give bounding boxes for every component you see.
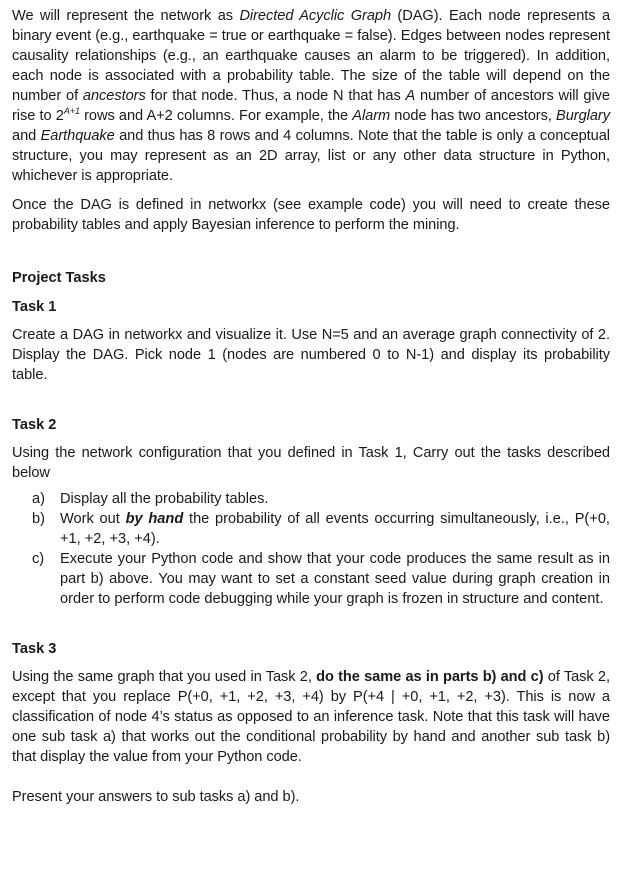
text-span: and thus has 8 rows and 4 columns. Note that the table is only a conceptual structure, you may represent as an 2D array, list or any other data structure in Python, whichever is appropriate. (12, 128, 610, 184)
list-item-text: Display all the probability tables. (60, 491, 269, 507)
document-page (12, 6, 610, 807)
text-span: (DAG). Each node represents a binary event (e.g., earthquake = true or earthquake = false). Edges between nodes represent causality relationships (e.g., an earthquake causes an alarm to be triggered). In addition, each node is associated with a probability table. The size of the table will depend on the number of (12, 8, 611, 104)
term-earthquake: Earthquake (40, 128, 115, 144)
emphasis-by-hand: by hand (125, 511, 184, 527)
text-span: Using the same graph that you used in Task 2, (12, 669, 317, 685)
exponent: A+1 (63, 106, 80, 117)
text-span: number of ancestors will give rise to 2 (12, 88, 610, 124)
list-marker: c) (32, 551, 45, 567)
text-span: for that node. Thus, a node N that has (145, 88, 406, 104)
task1-heading: Task 1 (12, 299, 57, 315)
term-ancestors: ancestors (82, 88, 146, 104)
list-item-text: the probability of all events occurring simultaneously, i.e., P(+0, +1, +2, +3, +4). (60, 511, 610, 547)
text-span: of Task 2, except that you replace P(+0, +1, +2, +3, +4) by P(+4 | +0, +1, +2, +3). This is now a classification of node 4’s status as opposed to an inference task. Note that this task will have one sub task a) that works out the conditional probability by hand and another sub task b) that display the value from your Python code. (12, 669, 610, 765)
list-item (32, 509, 610, 549)
list-item-text: Work out (60, 511, 126, 527)
list-item-text: Execute your Python code and show that your code produces the same result as in part b) above. You may want to set a constant seed value during graph creation in order to perform code debugging while your graph is frozen in structure and content. (60, 551, 610, 607)
task3-heading: Task 3 (12, 641, 57, 657)
list-item (32, 549, 610, 609)
term-a-variable: A (405, 88, 416, 104)
text-span: rows and A+2 columns. For example, the (79, 108, 353, 124)
text-span: and (12, 128, 41, 144)
term-burglary: Burglary (556, 108, 610, 124)
list-marker: b) (32, 511, 45, 527)
task3-body (12, 667, 610, 767)
project-tasks-heading: Project Tasks (12, 270, 106, 286)
text-span: node has two ancestors, (390, 108, 557, 124)
emphasis-same-as: do the same as in parts b) and c) (316, 669, 544, 685)
term-dag: Directed Acyclic Graph (239, 8, 392, 24)
list-marker: a) (32, 491, 45, 507)
term-alarm: Alarm (352, 108, 391, 124)
task3-closing: Present your answers to sub tasks a) and b). (12, 789, 300, 805)
task2-list (12, 489, 610, 609)
task2-heading: Task 2 (12, 417, 57, 433)
networkx-paragraph: Once the DAG is defined in networkx (see example code) you will need to create these probability tables and apply Bayesian inference to perform the mining. (12, 197, 610, 233)
list-item (32, 489, 610, 509)
task1-body: Create a DAG in networkx and visualize it. Use N=5 and an average graph connectivity of 2. Display the DAG. Pick node 1 (nodes are numbered 0 to N-1) and display its probability table. (12, 327, 610, 383)
intro-paragraph (12, 6, 610, 186)
text-span: We will represent the network as (12, 8, 240, 24)
task2-body: Using the network configuration that you defined in Task 1, Carry out the tasks described below (12, 445, 610, 481)
